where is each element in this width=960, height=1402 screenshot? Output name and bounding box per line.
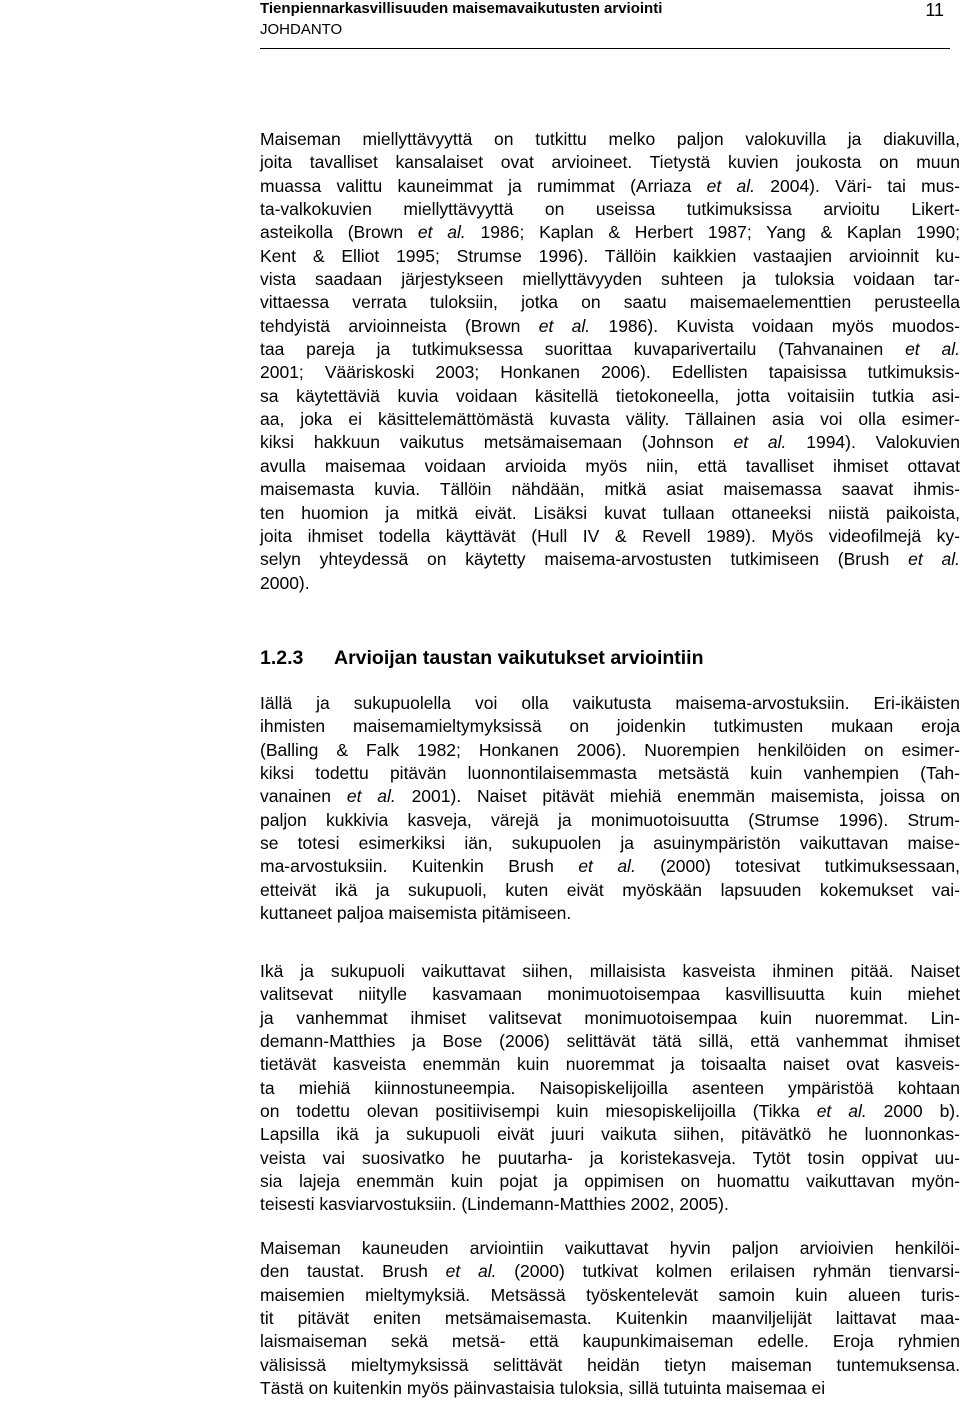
text-line: vittaessa verrata tuloksiin, jotka on saatu maisemaelementtien perusteella [260,292,960,313]
text-line: sa käytettäviä kuvia voidaan käsitellä tietokoneella, jotta voitaisiin tutkia asi- [260,385,960,406]
text-line: Iällä ja sukupuolella voi olla vaikutusta maisema-arvostuksiin. Eri-ikäisten [260,693,960,713]
text-line: kiksi todettu pitävän luonnontilaisemmasta metsästä kuin vanhempien (Tah- [260,763,960,784]
text-line: paljon kukkivia kasveja, värejä ja monimuotoisuutta (Strumse 1996). Strum- [260,809,960,830]
text-line: joita ihmiset todella käyttävät (Hull IV & Revell 1989). Myös videofilmejä ky- [260,525,960,546]
text-line: aa, joka ei käsittelemättömästä kuvasta välity. Tällainen asia voi olla esimer- [260,409,960,430]
text-line: (Balling & Falk 1982; Honkanen 2006). Nuorempien henkilöiden on esimer- [260,739,960,760]
text-line: Maiseman kauneuden arviointiin vaikuttavat hyvin paljon arvioivien henkilöi- [260,1238,960,1258]
text-line: etteivät ikä ja sukupuoli, kuten eivät myöskään lapsuuden kokemukset vai- [260,879,960,900]
paragraph-4 [260,1237,960,1400]
text-line: den taustat. Brush et al. (2000) tutkivat kolmen erilaisen ryhmän tienvarsi- [260,1261,960,1282]
text-line: taa pareja ja tutkimuksessa suorittaa kuvaparivertailu (Tahvanainen et al. [260,339,960,360]
text-line: laismaiseman sekä metsä- että kaupunkimaiseman edelle. Eroja ryhmien [260,1331,960,1352]
text-line: tehdyistä arvioinneista (Brown et al. 1986). Kuvista voidaan myös muodos- [260,315,960,336]
paragraph-1 [260,128,960,595]
text-line: kiksi hakkuun vaikutus metsämaisemaan (Johnson et al. 1994). Valokuvien [260,432,960,453]
section-heading [260,646,704,670]
text-line: demann-Matthies ja Bose (2006) selittävät tätä sillä, että vanhemmat ihmiset [260,1031,960,1052]
text-line: sia lajeja enemmän kuin pojat ja oppimisen on huomattu vaikuttavan myön- [260,1171,960,1192]
text-line: tit pitävät eniten metsämaisemasta. Kuitenkin maanviljelijät laittavat maa- [260,1308,960,1329]
text-line: avulla maisemaa voidaan arvioida myös niin, että tavalliset ihmiset ottavat [260,455,960,476]
text-line: Tästä on kuitenkin myös päinvastaisia tuloksia, sillä tutuinta maisemaa ei [260,1378,826,1399]
text-line: valitsevat niitylle kasvamaan monimuotoisempaa kasvillisuutta kuin miehet [260,984,960,1005]
text-line: selyn yhteydessä on käytetty maisema-arvostusten tutkimiseen (Brush et al. [260,549,960,570]
paragraph-2 [260,692,960,925]
section-number: 1.2.3 [260,647,304,669]
text-line: 2001; Vääriskoski 2003; Honkanen 2006). Edellisten tapaisissa tutkimuksis- [260,362,960,383]
section-heading-text: Arvioijan taustan vaikutukset arviointiin [334,647,704,669]
text-line: se totesi esimerkiksi iän, sukupuolen ja asuinympäristön vaikuttavan maise- [260,833,960,854]
text-line: asteikolla (Brown et al. 1986; Kaplan & Herbert 1987; Yang & Kaplan 1990; [260,222,960,243]
text-line: 2000). [260,572,310,593]
text-line: maisemasta kuvia. Tällöin nähdään, mitkä asiat maisemassa saavat ihmis- [260,479,960,500]
text-line: muassa valittu kauneimmat ja rumimmat (Arriaza et al. 2004). Väri- tai mus- [260,175,960,196]
document-title: Tienpiennarkasvillisuuden maisemavaikutusten arviointi [260,0,663,17]
page-number: 11 [925,0,944,20]
text-line: Maiseman miellyttävyyttä on tutkittu melko paljon valokuvilla ja diakuvilla, [260,129,960,149]
text-line: ten huomion ja mitkä eivät. Lisäksi kuvat tullaan ottaneeksi niistä paikoista, [260,502,960,523]
page-header [260,0,950,49]
text-line: vista saadaan järjestykseen miellyttävyyden suhteen ja tuloksia voidaan tar- [260,269,960,290]
text-line: joita tavalliset kansalaiset ovat arvioineet. Tietystä kuvien joukosta on muun [260,152,960,173]
text-line: ma-arvostuksiin. Kuitenkin Brush et al. (2000) totesivat tutkimuksessaan, [260,856,960,877]
text-line: välisissä mieltymyksissä selittävät heidän tietyn maiseman tuntemuksensa. [260,1354,960,1375]
text-line: veista vai suosivatko he puutarha- ja koristekasveja. Tytöt tosin oppivat uu- [260,1147,960,1168]
text-line: Lapsilla ikä ja sukupuoli eivät juuri vaikuta siihen, pitävätkö he luonnonkas- [260,1124,960,1145]
text-line: vanainen et al. 2001). Naiset pitävät miehiä enemmän maisemista, joissa on [260,786,960,807]
text-line: ihmisten maisemamieltymyksissä on joidenkin tutkimusten mukaan eroja [260,716,960,737]
text-line: teisesti kasviarvostuksiin. (Lindemann-Matthies 2002, 2005). [260,1194,729,1215]
text-line: ta miehiä kiinnostuneempia. Naisopiskelijoilla asenteen ympäristöä kohtaan [260,1077,960,1098]
section-label: JOHDANTO [260,21,343,38]
text-line: ja vanhemmat ihmiset valitsevat monimuotoisempaa kuin nuoremmat. Lin- [260,1007,960,1028]
text-line: ta-valkokuvien miellyttävyyttä on useissa tutkimuksissa arvioitu Likert- [260,199,960,220]
text-line: Ikä ja sukupuoli vaikuttavat siihen, millaisista kasveista ihminen pitää. Naiset [260,961,960,981]
text-line: on todettu olevan positiivisempi kuin miesopiskelijoilla (Tikka et al. 2000 b). [260,1101,960,1122]
paragraph-3 [260,960,960,1217]
text-line: kuttaneet paljoa maisemista pitämiseen. [260,903,572,924]
text-line: Kent & Elliot 1995; Strumse 1996). Tällöin kaikkien vastaajien arvioinnit ku- [260,245,960,266]
text-line: tietävät kasveista enemmän kuin nuoremmat ja toisaalta naiset ovat kasveis- [260,1054,960,1075]
text-line: maisemien mieltymyksiä. Metsässä työskentelevät samoin kuin alueen turis- [260,1284,960,1305]
